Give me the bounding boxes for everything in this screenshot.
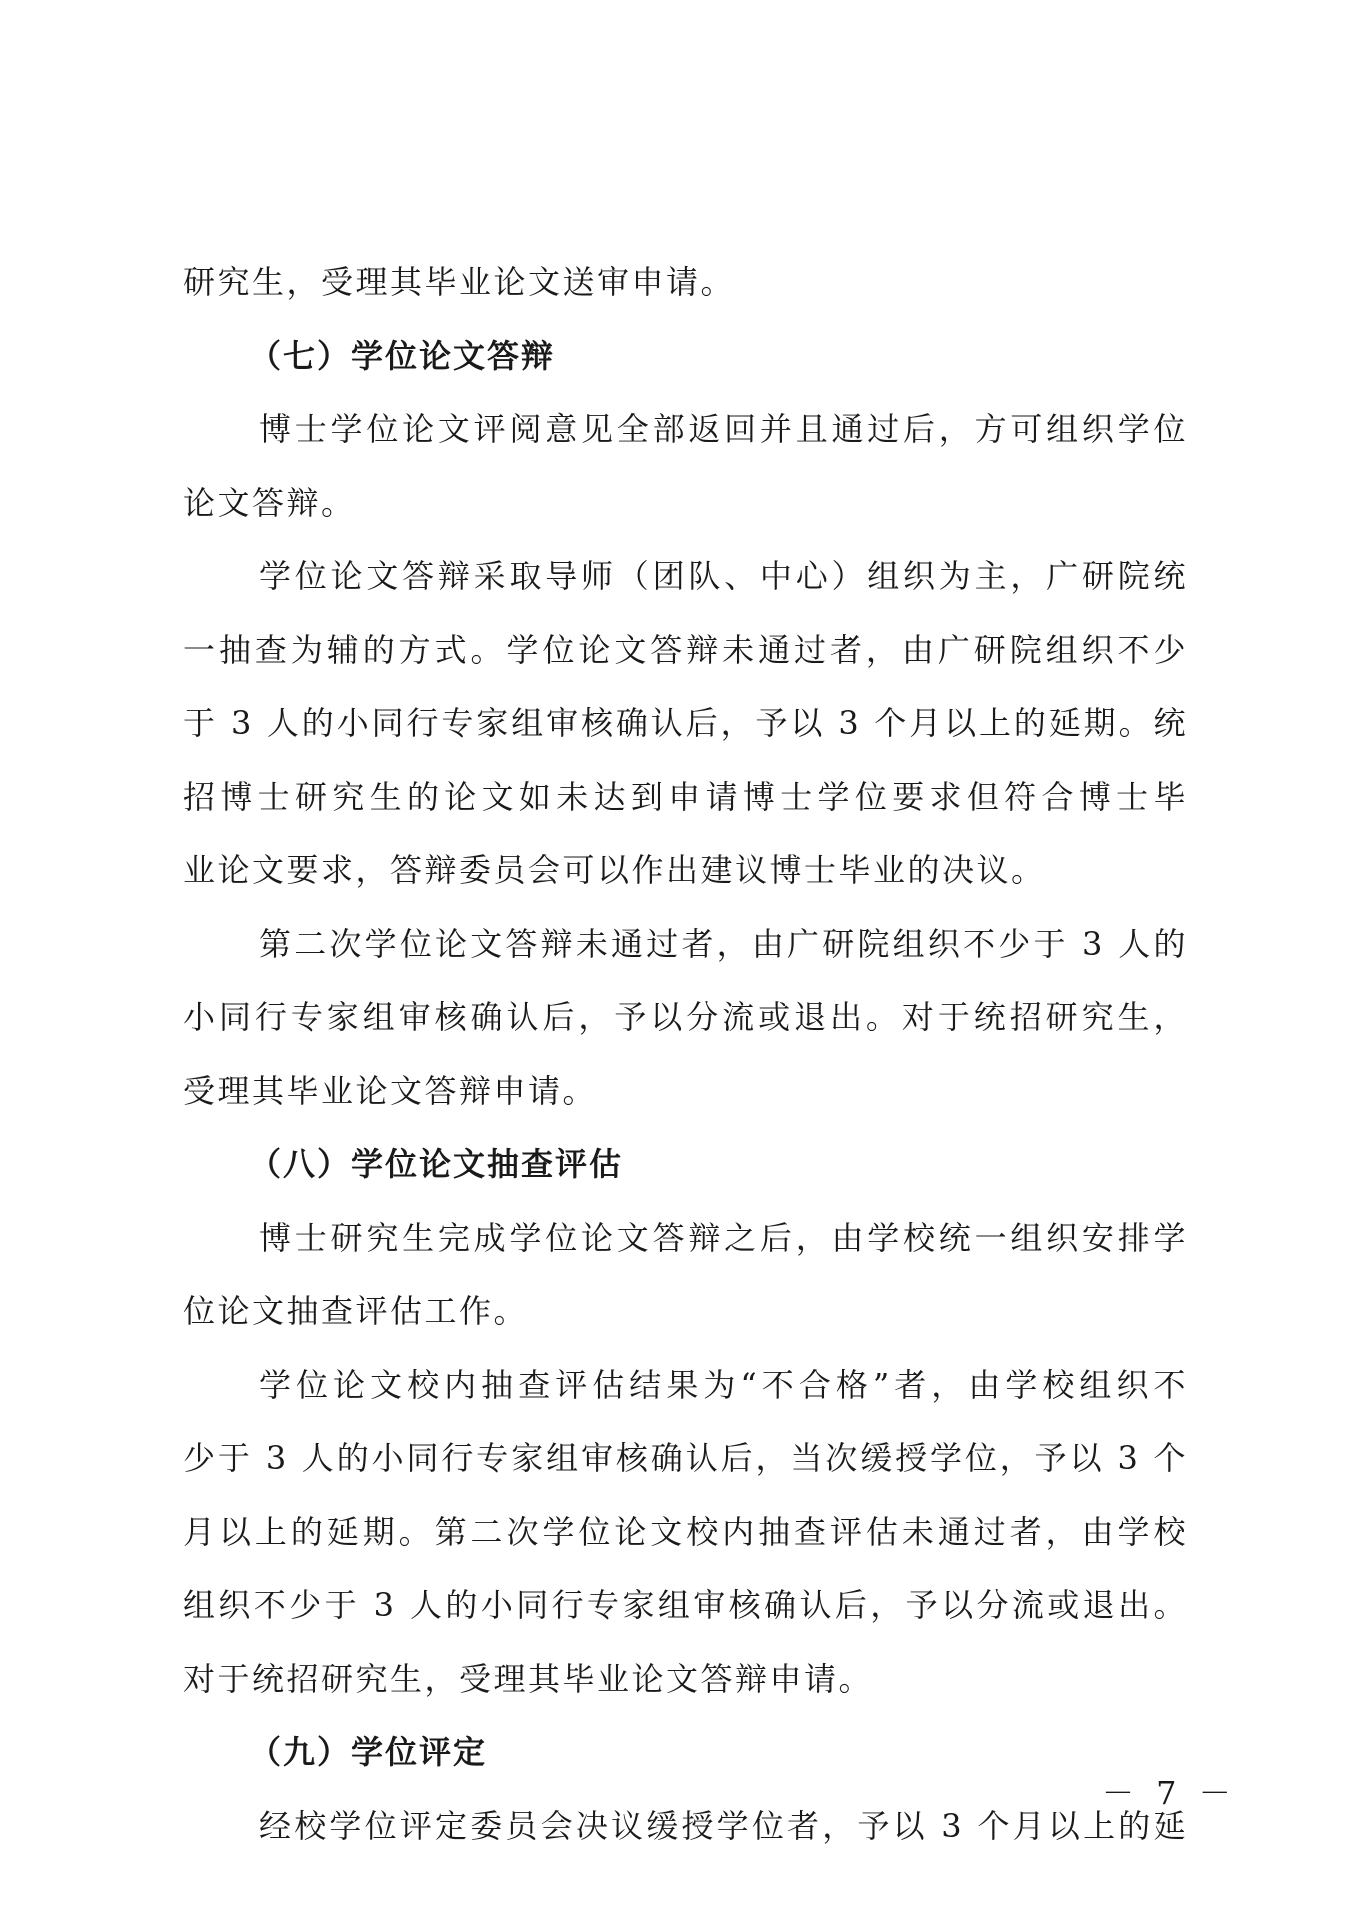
body-line: 学位论文答辩采取导师（团队、中心）组织为主，广研院统 [259,557,1188,595]
body-line: 组织不少于 3 人的小同行专家组审核确认后，予以分流或退出。 [183,1586,1188,1624]
section-heading: （九）学位评定 [249,1733,488,1771]
body-line: 博士研究生完成学位论文答辩之后，由学校统一组织安排学 [259,1218,1188,1257]
body-line: 少于 3 人的小同行专家组审核确认后，当次缓授学位，予以 3 个 [183,1439,1188,1477]
body-line: 研究生，受理其毕业论文送审申请。 [183,263,736,301]
body-line: 业论文要求，答辩委员会可以作出建议博士毕业的决议。 [183,851,1046,889]
body-line: 论文答辩。 [183,483,356,522]
body-line: 学位论文校内抽查评估结果为“不合格”者，由学校组织不 [259,1365,1188,1404]
body-line: 受理其毕业论文答辩申请。 [183,1071,598,1110]
body-line: 一抽查为辅的方式。学位论文答辩未通过者，由广研院组织不少 [183,630,1188,669]
body-line: 月以上的延期。第二次学位论文校内抽查评估未通过者，由学校 [183,1512,1188,1551]
section-heading: （八）学位论文抽查评估 [249,1145,624,1183]
page-number: － 7 － [1102,1774,1237,1812]
body-line: 第二次学位论文答辩未通过者，由广研院组织不少于 3 人的 [259,924,1188,963]
section-heading: （七）学位论文答辩 [249,336,556,375]
body-line: 小同行专家组审核确认后，予以分流或退出。对于统招研究生， [183,998,1188,1036]
body-line: 经校学位评定委员会决议缓授学位者，予以 3 个月以上的延 [259,1806,1188,1845]
body-line: 位论文抽查评估工作。 [183,1292,529,1330]
body-line: 博士学位论文评阅意见全部返回并且通过后，方可组织学位 [259,410,1188,448]
body-line: 于 3 人的小同行专家组审核确认后，予以 3 个月以上的延期。统 [183,704,1188,742]
document-body [183,246,1188,1863]
body-line: 招博士研究生的论文如未达到申请博士学位要求但符合博士毕 [183,777,1188,816]
body-line: 对于统招研究生，受理其毕业论文答辩申请。 [183,1659,874,1698]
